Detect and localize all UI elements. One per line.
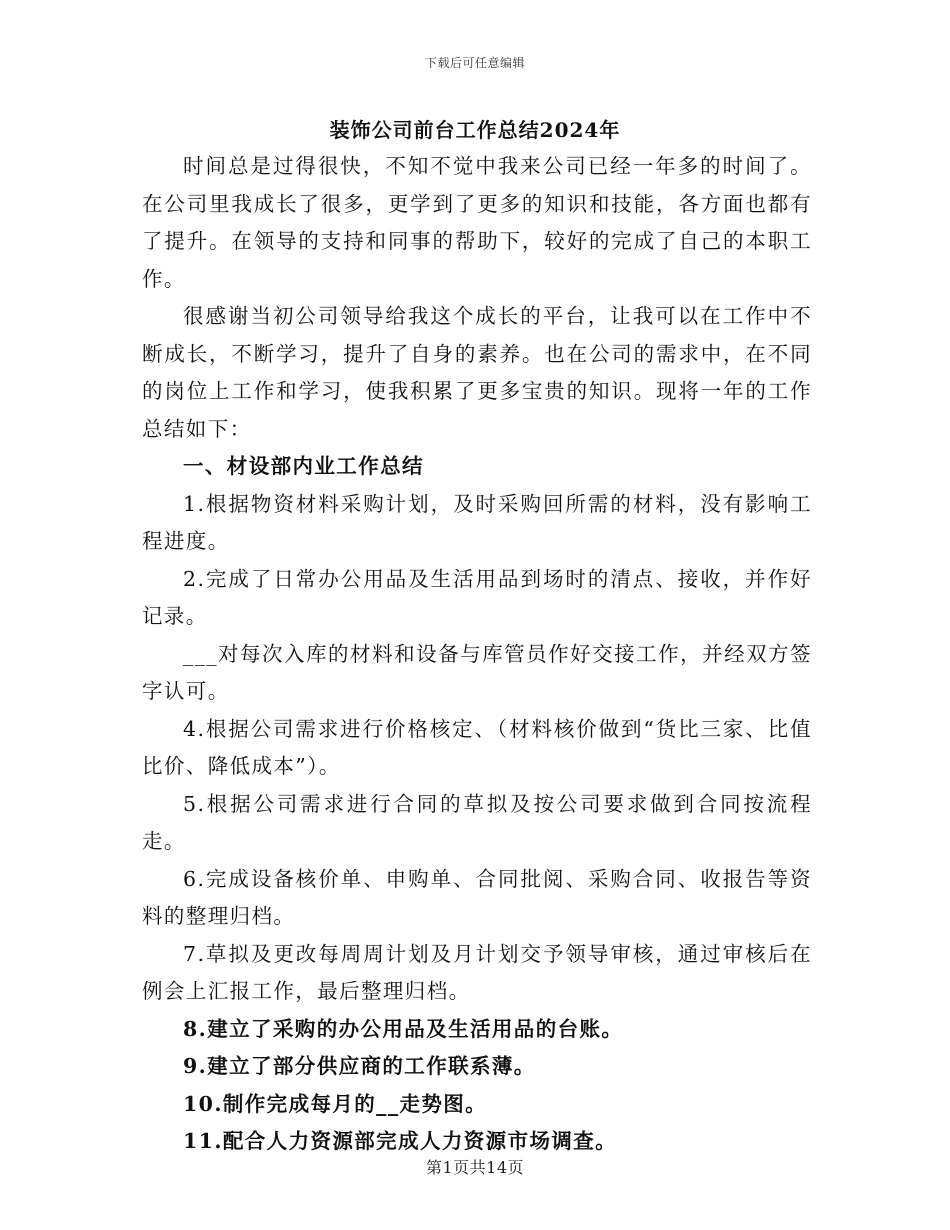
list-item: 6.完成设备核价单、申购单、合同批阅、采购合同、收报告等资料的整理归档。 [142, 866, 812, 928]
list-item: 1.根据物资材料采购计划，及时采购回所需的材料，没有影响工程进度。 [142, 491, 812, 553]
list-item-bold: 10.制作完成每月的__走势图。 [183, 1091, 488, 1116]
document-body [142, 148, 812, 1161]
document-title: 装饰公司前台工作总结2024年 [329, 118, 621, 142]
list-item: ___对每次入库的材料和设备与库管员作好交接工作，并经双方签字认可。 [142, 641, 812, 703]
list-item: 4.根据公司需求进行价格核定、（材料核价做到“货比三家、比值比价、降低成本”）。 [142, 716, 812, 778]
page-footer: 第1页共14页 [425, 1158, 525, 1177]
list-item: 7.草拟及更改每周周计划及月计划交予领导审核，通过审核后在例会上汇报工作，最后整理归档。 [142, 941, 812, 1003]
paragraph-thanks: 很感谢当初公司领导给我这个成长的平台，让我可以在工作中不断成长，不断学习，提升了自身的素养。也在公司的需求中，在不同的岗位上工作和学习，使我积累了更多宝贵的知识。现将一年的工作总结如下： [142, 304, 812, 441]
list-item: 2.完成了日常办公用品及生活用品到场时的清点、接收，并作好记录。 [142, 566, 812, 628]
header-note: 下载后可任意编辑 [424, 56, 525, 70]
paragraph-intro: 时间总是过得很快，不知不觉中我来公司已经一年多的时间了。在公司里我成长了很多，更学到了更多的知识和技能，各方面也都有了提升。在领导的支持和同事的帮助下，较好的完成了自己的本职工作。 [142, 154, 812, 291]
list-item: 5.根据公司需求进行合同的草拟及按公司要求做到合同按流程走。 [142, 791, 812, 853]
list-item-bold: 9.建立了部分供应商的工作联系薄。 [183, 1054, 536, 1078]
section-heading: 一、材设部内业工作总结 [183, 454, 424, 478]
list-item-bold: 11.配合人力资源部完成人力资源市场调查。 [183, 1129, 618, 1153]
list-item-bold: 8.建立了采购的办公用品及生活用品的台账。 [183, 1016, 624, 1041]
